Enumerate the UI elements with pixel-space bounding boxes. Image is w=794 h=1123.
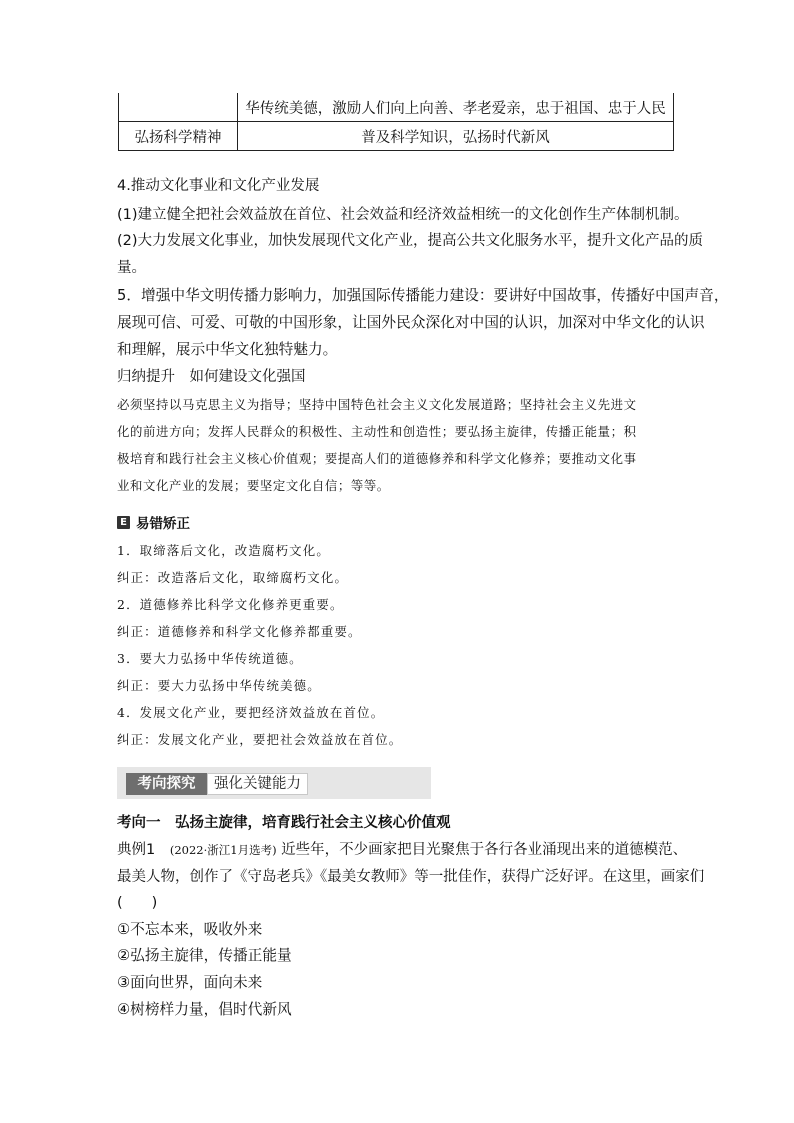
- answer-parentheses: ( ): [117, 895, 158, 911]
- error-correction: 纠正：要大力弘扬中华传统美德。: [117, 678, 321, 693]
- section4-paragraph2-line2: 量。: [117, 260, 146, 276]
- error-item: 3．要大力弘扬中华传统道德。: [117, 651, 303, 666]
- culture-table: [118, 93, 674, 151]
- table-cell-label: 弘扬科学精神: [119, 122, 238, 151]
- error-item: 1．取缔落后文化，改造腐朽文化。: [117, 543, 330, 558]
- banner-subtitle: 强化关键能力: [207, 773, 308, 795]
- section-banner: [117, 767, 431, 799]
- table-row: [119, 93, 674, 122]
- table-cell-content: 普及科学知识，弘扬时代新风: [238, 122, 674, 151]
- option-item: ②弘扬主旋律，传播正能量: [117, 947, 292, 964]
- summary-line1: 必须坚持以马克思主义为指导；坚持中国特色社会主义文化发展道路；坚持社会主义先进文: [117, 397, 637, 412]
- section4-heading: 4.推动文化事业和文化产业发展: [117, 178, 320, 194]
- summary-line2: 化的前进方向；发挥人民群众的积极性、主动性和创造性；要弘扬主旋律，传播正能量；积: [117, 424, 637, 439]
- option-item: ①不忘本来，吸收外来: [117, 921, 263, 938]
- example-question-line1: [117, 840, 687, 860]
- section5-line2: 展现可信、可爱、可敬的中国形象，让国外民众深化对中国的认识，加深对中华文化的认识: [117, 314, 705, 331]
- summary-line3: 极培育和践行社会主义核心价值观；要提高人们的道德修养和科学文化修养；要推动文化事: [117, 451, 637, 466]
- table-row: [119, 122, 674, 151]
- topic-heading: 考向一 弘扬主旋律，培育践行社会主义核心价值观: [117, 815, 451, 831]
- table-cell-content: 华传统美德，激励人们向上向善、孝老爱亲，忠于祖国、忠于人民: [238, 93, 674, 122]
- option-item: ④树榜样力量，倡时代新风: [117, 1001, 292, 1018]
- section5-line3: 和理解，展示中华文化独特魅力。: [117, 341, 338, 358]
- summary-line4: 业和文化产业的发展；要坚定文化自信；等等。: [117, 478, 390, 493]
- error-correction-title: 易错矫正: [136, 516, 190, 532]
- error-correction: 纠正：改造落后文化，取缔腐朽文化。: [117, 570, 349, 585]
- banner-tag: 考向探究: [126, 773, 207, 795]
- error-item: 2．道德修养比科学文化修养更重要。: [117, 597, 344, 612]
- example-question-line2: 最美人物，创作了《守岛老兵》《最美女教师》等一批佳作，获得广泛好评。在这里，画家们: [117, 869, 705, 885]
- example-text: 近些年，不少画家把目光聚焦于各行各业涌现出来的道德模范、: [281, 842, 688, 858]
- option-item: ③面向世界，面向未来: [117, 974, 263, 991]
- section4-paragraph1: (1)建立健全把社会效益放在首位、社会效益和经济效益相统一的文化创作生产体制机制。: [117, 207, 689, 223]
- error-correction-icon: E: [117, 516, 130, 529]
- section4-paragraph2-line1: (2)大力发展文化事业，加快发展现代文化产业，提高公共文化服务水平，提升文化产品的质: [117, 233, 704, 249]
- example-label: 典例1: [117, 842, 156, 858]
- error-correction-heading: [117, 512, 190, 532]
- summary-heading: 归纳提升 如何建设文化强国: [117, 369, 306, 385]
- error-correction: 纠正：发展文化产业，要把社会效益放在首位。: [117, 732, 403, 747]
- error-correction: 纠正：道德修养和科学文化修养都重要。: [117, 624, 362, 639]
- section5-line1: 5．增强中华文明传播力影响力，加强国际传播能力建设：要讲好中国故事，传播好中国声音，: [117, 287, 729, 304]
- error-item: 4．发展文化产业，要把经济效益放在首位。: [117, 705, 385, 720]
- example-source: (2022·浙江1月选考): [169, 843, 277, 857]
- table-cell-label: [119, 93, 238, 122]
